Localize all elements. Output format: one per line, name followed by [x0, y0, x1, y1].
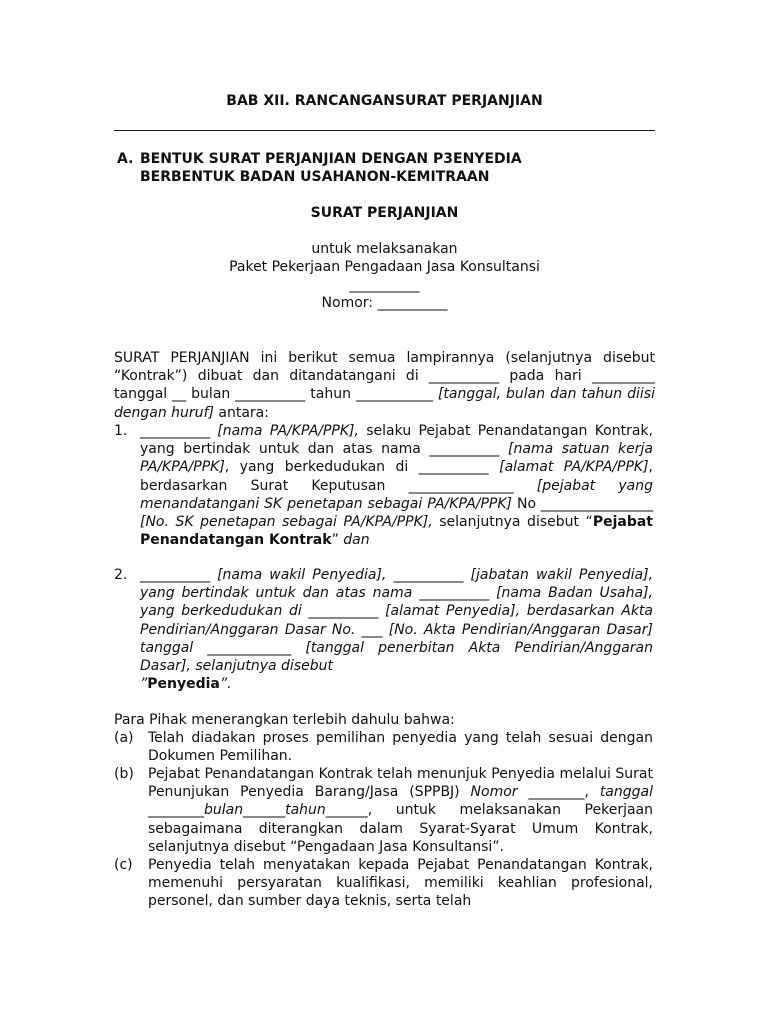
recital-b-italic-4: tahun	[285, 802, 326, 819]
party-2-quote-close: ”.	[219, 676, 232, 693]
recital-b-text-2: ________,	[517, 784, 600, 801]
party-1-text-7: ”	[331, 532, 344, 549]
recital-b-italic-1: Nomor	[470, 784, 518, 801]
purpose-line-1: untuk melaksanakan	[311, 241, 458, 257]
party-2-text-6: ____________	[193, 639, 306, 656]
party-2-text	[140, 566, 653, 693]
section-heading-line-1: BENTUK SURAT PERJANJIAN DENGAN P3ENYEDIA	[140, 151, 522, 167]
recital-b-italic-3: bulan	[204, 802, 244, 819]
party-1-italic-2: [nama satuan kerja PA/KPA/PPK]	[140, 441, 653, 476]
party-1-italic-1: [nama PA/KPA/PPK],	[217, 423, 359, 439]
recital-intro: Para Pihak menerangkan terlebih dahulu bahwa:	[114, 712, 455, 728]
recital-b-text-3: ________	[148, 802, 204, 819]
recital-a-label: (a)	[114, 730, 134, 746]
party-2-italic-6: [tanggal penerbitan Akta Pendirian/Anggaran Dasar], selanjutnya disebut	[140, 639, 653, 675]
party-1-text-6: selanjutnya disebut “	[432, 514, 593, 531]
party-2-italic-1: [nama wakil Penyedia],	[217, 567, 387, 583]
intro-paragraph	[114, 349, 655, 422]
party-1-italic-4: [pejabat yang menandatangani SK penetapan sebagai PA/KPA/PPK]	[140, 477, 653, 512]
recital-c-text: Penyedia telah menyatakan kepada Pejabat Penandatangan Kontrak, memenuhi persyaratan kualifikasi, memiliki keahlian profesional, personel, dan sumber daya teknis, serta telah	[148, 857, 653, 910]
intro-end: antara:	[213, 404, 269, 421]
recital-b-text-1: Pejabat Penandatangan Kontrak telah menunjuk Penyedia melalui Surat Penunjukan Penyedia Barang/Jasa (SPPBJ)	[148, 766, 653, 801]
party-1-role: Pejabat Penandatangan Kontrak	[140, 514, 653, 549]
party-1-number: 1.	[114, 423, 128, 439]
party-2-italic-4: [alamat Penyedia], berdasarkan Akta Pendirian/Anggaran Dasar No.	[140, 603, 654, 638]
document-title: BAB XII. RANCANGANSURAT PERJANJIAN	[226, 93, 543, 109]
purpose-blank: __________	[349, 277, 420, 293]
section-heading-text	[140, 150, 640, 186]
party-1-text	[140, 422, 653, 549]
party-2-italic-2: [jabatan wakil Penyedia], yang bertindak untuk dan atas nama	[140, 567, 654, 602]
intro-italic: [tanggal, bulan dan tahun diisi dengan huruf]	[114, 386, 655, 421]
party-2-role: Penyedia	[147, 676, 220, 693]
party-2-italic-3: [nama Badan Usaha], yang berkedudukan di	[140, 585, 654, 620]
party-2-text-5: ___	[355, 621, 389, 638]
document-subtitle: SURAT PERJANJIAN	[310, 205, 459, 221]
party-1-text-4: , berdasarkan Surat Keputusan _______________	[140, 459, 653, 494]
contract-number: Nomor: __________	[321, 295, 448, 311]
section-label: A.	[117, 151, 134, 167]
recital-b-label: (b)	[114, 766, 134, 782]
party-1-italic-3: [alamat PA/KPA/PPK]	[499, 459, 649, 476]
party-2-blank: __________	[140, 567, 218, 583]
recital-b-italic-2: tanggal	[599, 784, 653, 801]
party-1-text-5: No ________________	[512, 495, 653, 512]
recital-a-text: Telah diadakan proses pemilihan penyedia yang telah sesuai dengan Dokumen Pemilihan.	[148, 730, 653, 765]
party-1-italic-6: dan	[343, 532, 370, 549]
party-2-number: 2.	[114, 567, 128, 583]
intro-text: SURAT PERJANJIAN ini berikut semua lampirannya (selanjutnya disebut “Kontrak”) dibuat dan ditandatangani di __________ pada hari _________ tanggal __ bulan __________ tahun ___________	[114, 350, 655, 403]
party-2-italic-5: [No. Akta Pendirian/Anggaran Dasar] tanggal	[140, 621, 653, 656]
recital-b-text-4: ______	[243, 802, 286, 819]
party-1-text-3: , yang berkedudukan di __________	[224, 459, 500, 476]
party-2-text-3: __________	[412, 585, 497, 602]
party-2-text-2: __________	[386, 567, 471, 583]
party-2-quote-open: ”	[140, 676, 148, 693]
recital-b-text-5: ______, untuk melaksanakan Pekerjaan sebagaimana diterangkan dalam Syarat-Syarat Umum Kontrak, selanjutnya disebut “Pengadaan Jasa Konsultansi”.	[148, 802, 653, 855]
party-1-text-2: selaku Pejabat Penandatangan Kontrak, yang bertindak untuk dan atas nama __________	[140, 423, 653, 458]
recital-b-text	[148, 765, 653, 856]
recital-c-label: (c)	[114, 857, 133, 873]
party-1-italic-5: [No. SK penetapan sebagai PA/KPA/PPK],	[140, 514, 433, 531]
section-heading-line-2: BERBENTUK BADAN USAHANON-KEMITRAAN	[140, 169, 490, 185]
party-1-blank: __________	[140, 423, 218, 439]
purpose-line-2: Paket Pekerjaan Pengadaan Jasa Konsultansi	[229, 259, 540, 275]
party-2-text-4: __________	[301, 603, 386, 620]
title-divider	[114, 130, 655, 131]
